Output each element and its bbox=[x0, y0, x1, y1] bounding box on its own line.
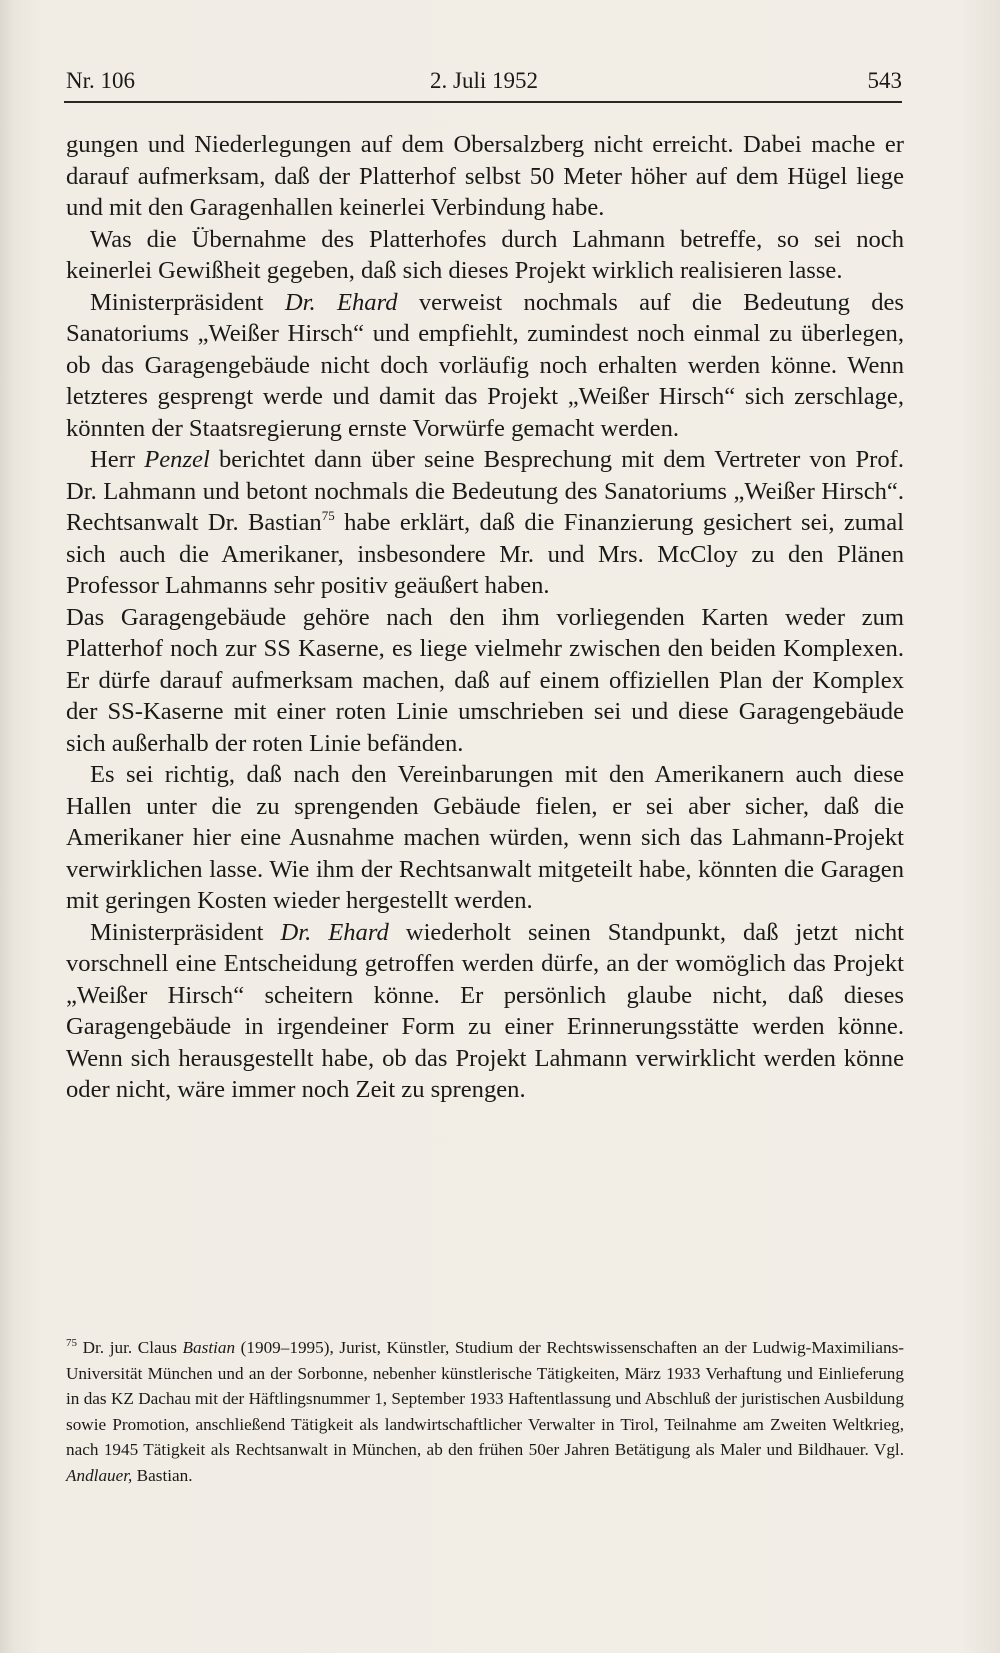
main-text bbox=[66, 129, 904, 1106]
speaker-name: Dr. Ehard bbox=[284, 288, 398, 316]
paragraph-4-text: berichtet dann über seine Besprechung mit dem Vertreter von Prof. Dr. Lahmann und betont nochmals die Bedeutung des Sanatoriums „Weißer Hirsch“. Rechtsanwalt Dr. Bastian bbox=[66, 446, 904, 536]
footnote-marker: 75 bbox=[321, 508, 335, 523]
paragraph-5: Das Garagengebäude gehöre nach den ihm vorliegenden Karten weder zum Platterhof noch zur SS Kaserne, es liege vielmehr zwischen den beiden Komplexen. Er dürfe darauf aufmerksam machen, daß auf einem offiziellen Plan der Komplex der SS-Kaserne mit einer roten Linie umschrieben sei und diese Garagengebäude sich außerhalb der roten Linie befänden. bbox=[66, 603, 904, 757]
running-header bbox=[66, 66, 902, 96]
header-date: 2. Juli 1952 bbox=[430, 68, 538, 93]
document-number: Nr. 106 bbox=[66, 68, 135, 93]
paragraph-3-text: verweist nochmals auf die Bedeutung des Sanatoriums „Weißer Hirsch“ und empfiehlt, zumindest noch einmal zu überlegen, ob das Garagengebäude nicht doch vorläufig noch erhalten werden könne. Wenn letzteres gesprengt werde und damit das Projekt „Weißer Hirsch“ sich zerschlage, könnten der Staatsregierung ernste Vorwürfe gemacht werden. bbox=[66, 288, 904, 442]
footnote-text bbox=[66, 1331, 904, 1489]
paragraph-1: gungen und Niederlegungen auf dem Obersalzberg nicht erreicht. Dabei mache er darauf aufmerksam, daß der Platterhof selbst 50 Meter höher auf dem Hügel liege und mit den Garagenhallen keinerlei Verbindung habe. bbox=[66, 131, 904, 221]
footnote-number: 75 bbox=[66, 1337, 77, 1349]
header-rule bbox=[64, 101, 902, 103]
footnote-reference: Andlauer, bbox=[66, 1465, 133, 1485]
footnote-lead: Dr. jur. Claus bbox=[77, 1338, 183, 1357]
paragraph-4-lead: Herr bbox=[90, 446, 145, 473]
paragraph-4-text-cont: habe erklärt, daß die Finanzierung gesichert sei, zumal sich auch die Amerikaner, insbesondere Mr. und Mrs. McCloy zu den Plänen Professor Lahmanns sehr positiv geäußert haben. bbox=[66, 509, 904, 599]
page-number: 543 bbox=[867, 68, 902, 93]
paragraph-3-lead: Ministerpräsident bbox=[90, 288, 285, 316]
footnote-person: Bastian bbox=[182, 1338, 236, 1357]
paragraph-6: Es sei richtig, daß nach den Vereinbarungen mit den Amerikanern auch diese Hallen unter die zu sprengenden Gebäude fielen, er sei aber sicher, daß die Amerikaner hier eine Ausnahme machen würden, wenn sich das Lahmann-Projekt verwirklichen lasse. Wie ihm der Rechtsanwalt mitgeteilt habe, könnten die Garagen mit geringen Kosten wieder hergestellt werden. bbox=[66, 761, 904, 914]
paragraph-4 bbox=[66, 444, 904, 602]
paragraph-2: Was die Übernahme des Platterhofes durch Lahmann betreffe, so sei noch keinerlei Gewißheit gegeben, daß sich dieses Projekt wirklich realisieren lasse. bbox=[66, 225, 904, 284]
footnote-75 bbox=[66, 1331, 904, 1489]
paragraph-7 bbox=[66, 917, 904, 1106]
paragraph-7-lead: Ministerpräsident bbox=[90, 918, 281, 946]
paragraph-7-text: wiederholt seinen Standpunkt, daß jetzt nicht vorschnell eine Entscheidung getroffen werden dürfe, an der womöglich das Projekt „Weißer Hirsch“ scheitern könne. Er persönlich glaube nicht, daß dieses Garagengebäude in irgendeiner Form zu einer Erinnerungsstätte werden könne. Wenn sich herausgestellt habe, ob das Projekt Lahmann verwirklicht werden könne oder nicht, wäre immer noch Zeit zu sprengen. bbox=[66, 918, 904, 1103]
footnote-end: Bastian. bbox=[132, 1465, 193, 1485]
speaker-name: Penzel bbox=[144, 446, 210, 473]
paragraph-3 bbox=[66, 287, 904, 445]
speaker-name: Dr. Ehard bbox=[280, 918, 389, 946]
footnote-body: (1909–1995), Jurist, Künstler, Studium der Rechtswissenschaften an der Ludwig-Maximilians-Universität München und an der Sorbonne, nebenher künstlerische Tätigkeiten, März 1933 Verhaftung und Einlieferung in das KZ Dachau mit der Häftlingsnummer 1, September 1933 Haftentlassung und Abschluß der juristischen Ausbildung sowie Promotion, anschließend Tätigkeit als landwirtschaftlicher Verwalter in Tirol, Teilnahme am Zweiten Weltkrieg, nach 1945 Tätigkeit als Rechtsanwalt in München, ab den frühen 50er Jahren Betätigung als Maler und Bildhauer. Vgl. bbox=[66, 1338, 904, 1460]
